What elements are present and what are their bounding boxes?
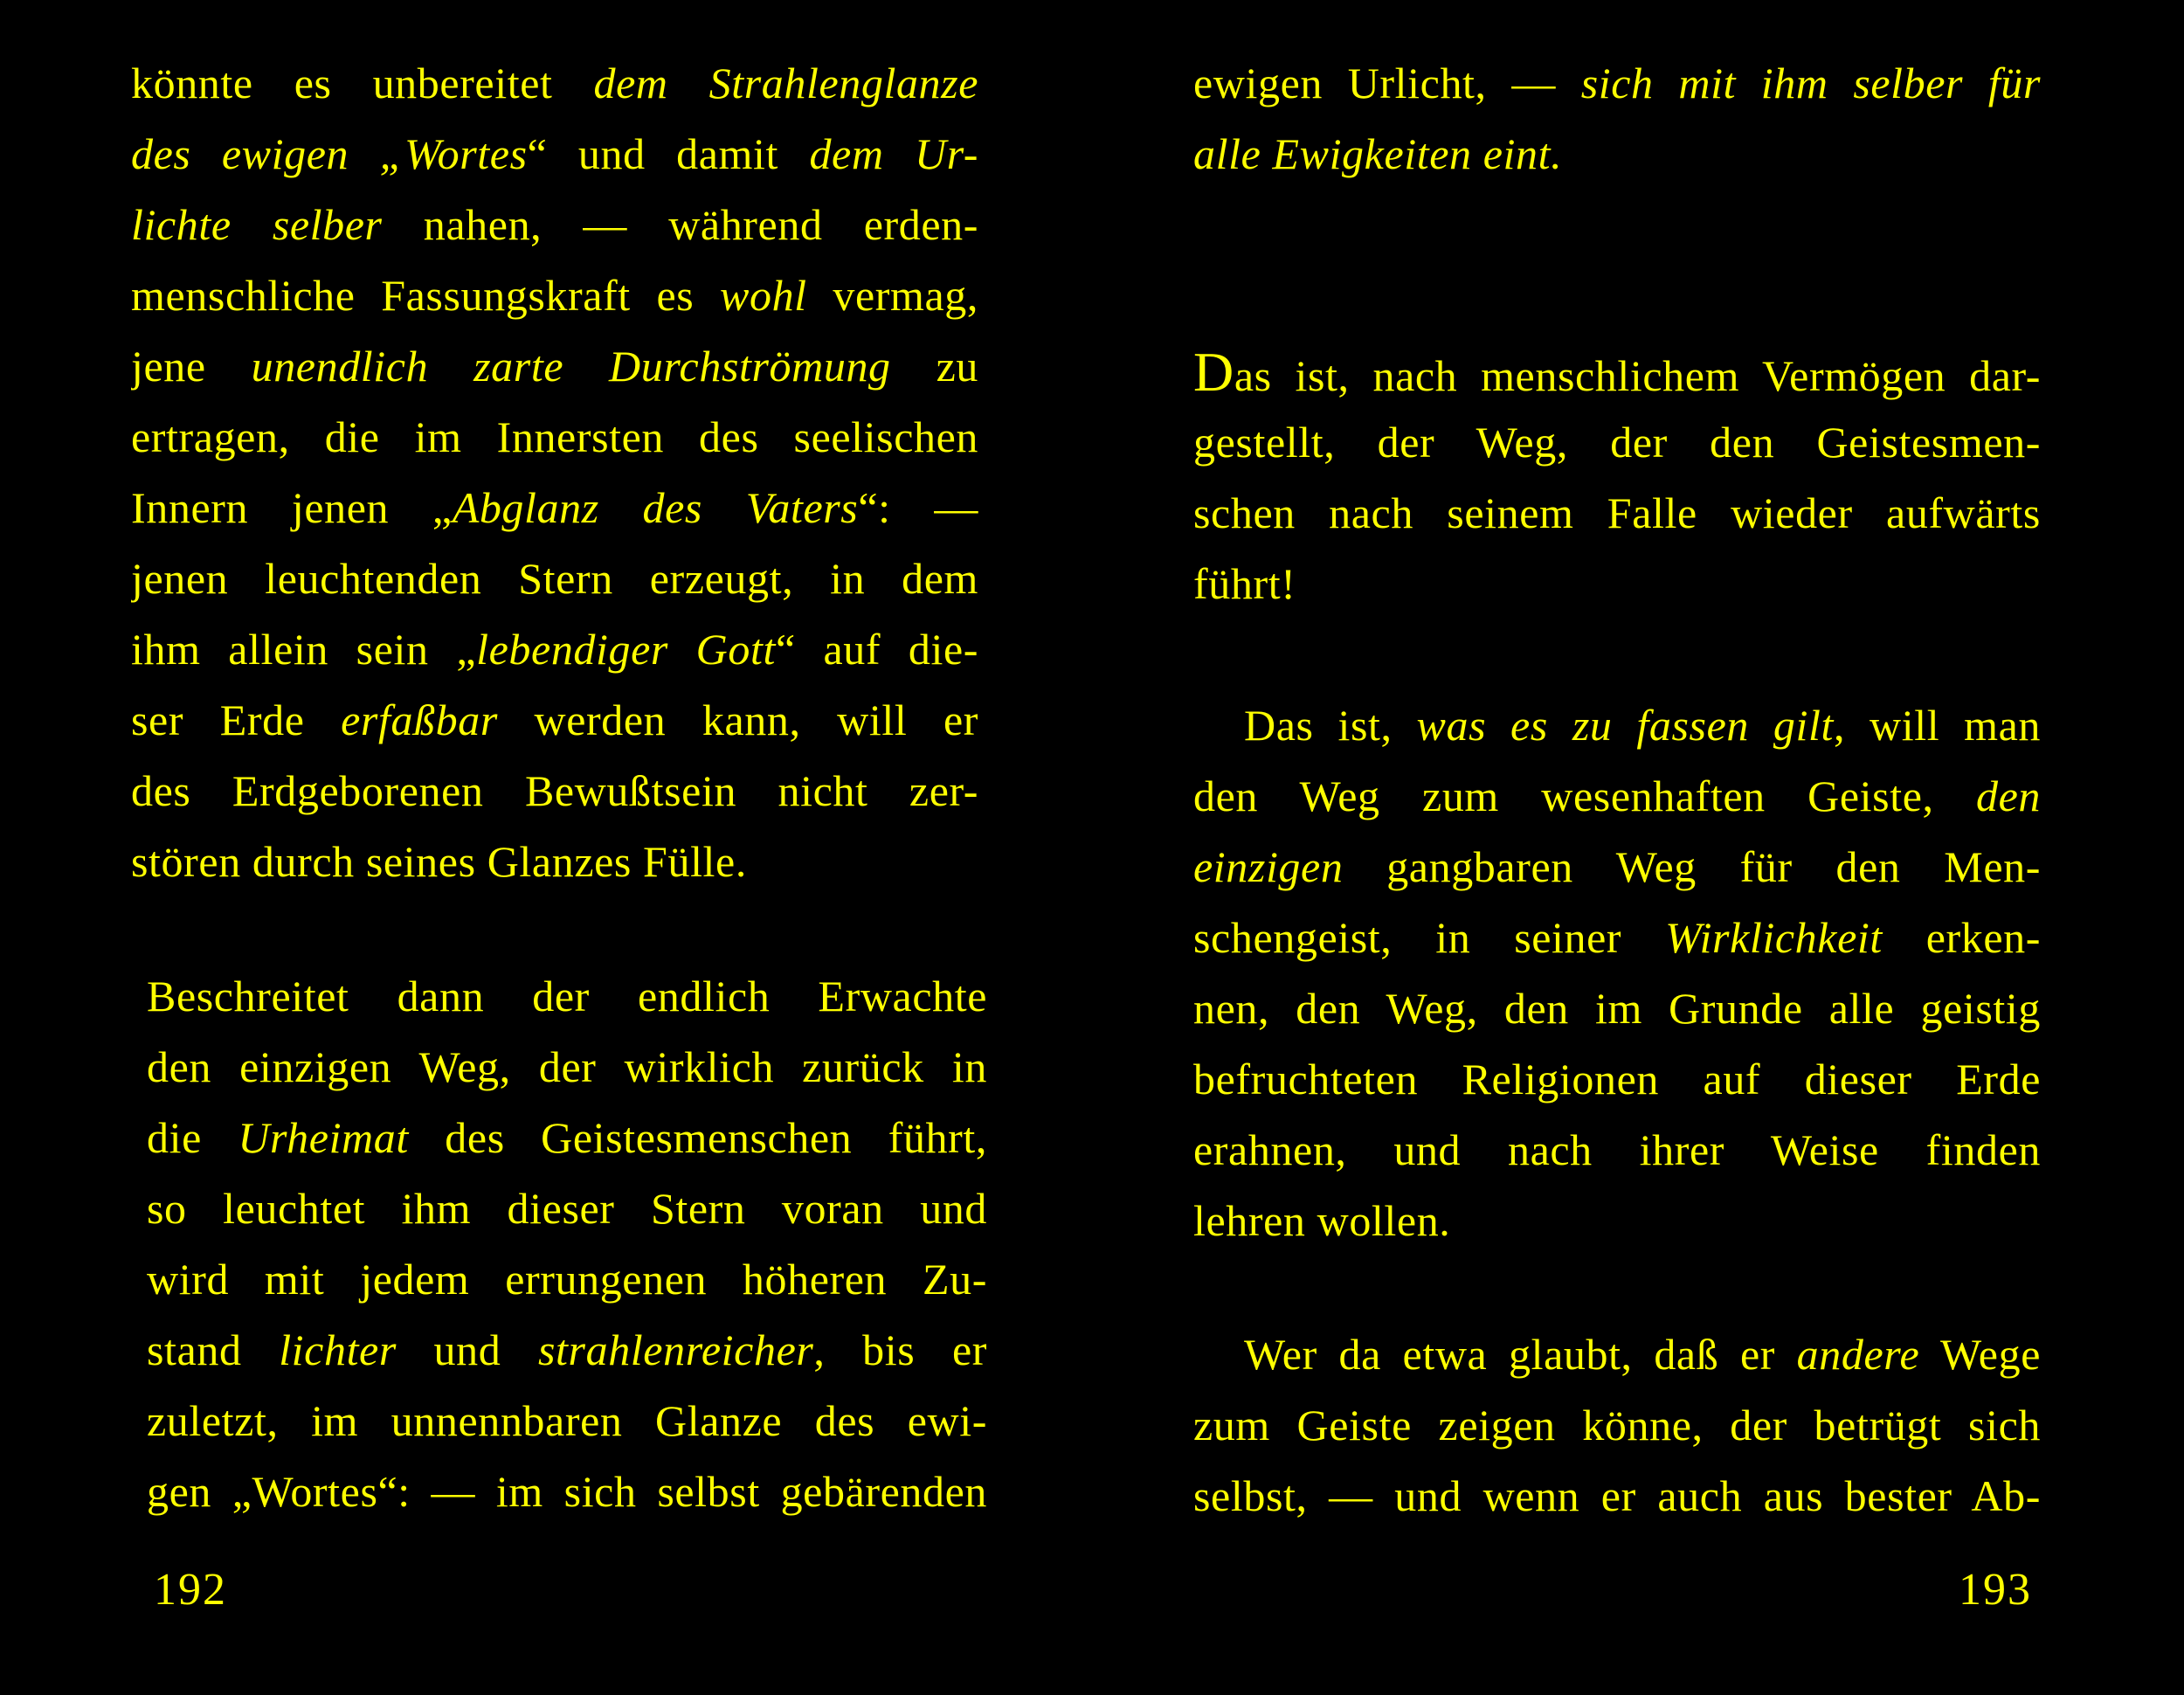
- text-line: [1193, 1044, 2041, 1115]
- text-line: [131, 331, 978, 402]
- text-line: [147, 1244, 987, 1315]
- text-line: [131, 260, 978, 331]
- text-line: [147, 1173, 987, 1244]
- body-text: wird mit jedem errungenen höheren Zu-: [147, 1255, 987, 1304]
- body-text: den einzigen Weg, der wirklich zurück in: [147, 1042, 987, 1091]
- right-paragraph-3: [1193, 690, 2041, 1256]
- body-text: Wer da etwa glaubt, daß er: [1244, 1330, 1797, 1379]
- text-line: [131, 119, 978, 190]
- body-text: schengeist, in seiner: [1193, 913, 1666, 962]
- body-text: zu: [890, 342, 978, 391]
- drop-cap-initial: D: [1193, 341, 1234, 403]
- body-text: schen nach seinem Falle wieder aufwärts: [1193, 488, 2041, 537]
- italic-text: den: [1976, 771, 2041, 820]
- italic-text: des ewigen „: [131, 129, 404, 178]
- body-text: ewigen Urlicht, —: [1193, 59, 1581, 107]
- body-text: erken-: [1882, 913, 2041, 962]
- page-number-right: 193: [1959, 1565, 2032, 1615]
- left-paragraph-2: [147, 961, 987, 1527]
- text-line: [1193, 903, 2041, 973]
- body-text: jene: [131, 342, 252, 391]
- body-text: menschliche Fassungskraft es: [131, 271, 721, 320]
- italic-text: was es zu fassen gilt: [1416, 701, 1834, 750]
- text-line: [1193, 407, 2041, 478]
- italic-text: dem Strahlenglanze: [593, 59, 978, 107]
- body-text: Innern jenen „: [131, 483, 453, 532]
- body-text: “: —: [858, 483, 978, 532]
- body-text: ser Erde: [131, 695, 342, 744]
- italic-text: Abglanz des Vaters: [452, 483, 859, 532]
- body-text: “ auf die-: [775, 625, 978, 674]
- text-line: [131, 614, 978, 685]
- text-line: [1193, 336, 2041, 407]
- body-text: gangbaren Weg für den Men-: [1343, 842, 2041, 891]
- text-line: [131, 190, 978, 260]
- text-line: [131, 827, 978, 897]
- text-line: [131, 543, 978, 614]
- text-line: [1193, 1115, 2041, 1186]
- italic-text: strahlenreicher: [538, 1325, 814, 1374]
- italic-text: Wortes: [404, 129, 528, 178]
- body-text: zuletzt, im unnennbaren Glanze des ewi-: [147, 1396, 987, 1445]
- body-text: vermag,: [806, 271, 978, 320]
- body-text: zum Geiste zeigen könne, der betrügt sich: [1193, 1401, 2041, 1449]
- italic-text: unendlich zarte Durchströmung: [251, 342, 891, 391]
- text-line: [1193, 1319, 2041, 1390]
- text-line: [147, 1315, 987, 1386]
- body-text: könnte es unbereitet: [131, 59, 594, 107]
- text-line: [147, 1386, 987, 1456]
- text-line: [1193, 549, 2041, 619]
- body-text: lehren wollen.: [1193, 1196, 1451, 1245]
- right-paragraph-2: [1193, 336, 2041, 619]
- italic-text: erfaßbar: [341, 695, 498, 744]
- text-line: [1193, 478, 2041, 549]
- text-line: [147, 1032, 987, 1103]
- right-paragraph-1: [1193, 48, 2041, 190]
- body-text: as ist, nach menschlichem Vermögen dar-: [1234, 351, 2041, 400]
- italic-text: sich mit ihm selber für: [1580, 59, 2041, 107]
- text-line: [131, 402, 978, 473]
- body-text: führt!: [1193, 559, 1296, 608]
- body-text: nen, den Weg, den im Grunde alle geistig: [1193, 984, 2041, 1033]
- body-text: ihm allein sein „: [131, 625, 477, 674]
- body-text: und: [396, 1325, 538, 1374]
- text-line: [1193, 1461, 2041, 1532]
- body-text: Wege: [1919, 1330, 2041, 1379]
- body-text: des Erdgeborenen Bewußtsein nicht zer-: [131, 766, 978, 815]
- text-line: [1193, 832, 2041, 903]
- body-text: selbst, — und wenn er auch aus bester Ab-: [1193, 1471, 2041, 1520]
- body-text: so leuchtet ihm dieser Stern voran und: [147, 1184, 987, 1233]
- body-text: Das ist,: [1244, 701, 1417, 750]
- text-line: [131, 48, 978, 119]
- right-paragraph-4: [1193, 1319, 2041, 1532]
- italic-text: alle Ewigkeiten eint.: [1193, 129, 1563, 178]
- body-text: nahen, — während erden-: [382, 200, 978, 249]
- italic-text: dem Ur-: [809, 129, 978, 178]
- body-text: “ und damit: [527, 129, 810, 178]
- text-line: [147, 961, 987, 1032]
- text-line: [1193, 119, 2041, 190]
- body-text: Beschreitet dann der endlich Erwachte: [147, 972, 987, 1020]
- body-text: erahnen, und nach ihrer Weise finden: [1193, 1125, 2041, 1174]
- text-line: [147, 1456, 987, 1527]
- body-text: stören durch seines Glanzes Fülle.: [131, 837, 747, 886]
- text-line: [1193, 690, 2041, 761]
- body-text: gestellt, der Weg, der den Geistesmen-: [1193, 418, 2041, 467]
- body-text: des Geistesmenschen führt,: [408, 1113, 987, 1162]
- text-line: [1193, 48, 2041, 119]
- text-line: [131, 685, 978, 756]
- text-line: [1193, 761, 2041, 832]
- body-text: den Weg zum wesenhaften Geiste,: [1193, 771, 1976, 820]
- body-text: ertragen, die im Innersten des seelischen: [131, 412, 978, 461]
- body-text: , bis er: [813, 1325, 987, 1374]
- italic-text: lichte selber: [131, 200, 383, 249]
- italic-text: wohl: [720, 271, 807, 320]
- text-line: [1193, 1186, 2041, 1256]
- body-text: , will man: [1833, 701, 2041, 750]
- body-text: gen „Wortes“: — im sich selbst gebärenden: [147, 1467, 987, 1516]
- italic-text: lichter: [279, 1325, 397, 1374]
- page-number-left: 192: [154, 1565, 227, 1615]
- italic-text: Wirklichkeit: [1665, 913, 1883, 962]
- text-line: [147, 1103, 987, 1173]
- text-line: [1193, 973, 2041, 1044]
- italic-text: lebendiger Gott: [476, 625, 776, 674]
- text-line: [1193, 1390, 2041, 1461]
- body-text: jenen leuchtenden Stern erzeugt, in dem: [131, 554, 978, 603]
- italic-text: andere: [1796, 1330, 1920, 1379]
- right-page: [1092, 0, 2184, 1695]
- left-paragraph-1: [131, 48, 978, 897]
- text-line: [131, 473, 978, 543]
- italic-text: einzigen: [1193, 842, 1344, 891]
- body-text: stand: [147, 1325, 280, 1374]
- body-text: befruchteten Religionen auf dieser Erde: [1193, 1055, 2041, 1103]
- text-line: [131, 756, 978, 827]
- body-text: werden kann, will er: [497, 695, 978, 744]
- body-text: die: [147, 1113, 238, 1162]
- italic-text: Urheimat: [238, 1113, 409, 1162]
